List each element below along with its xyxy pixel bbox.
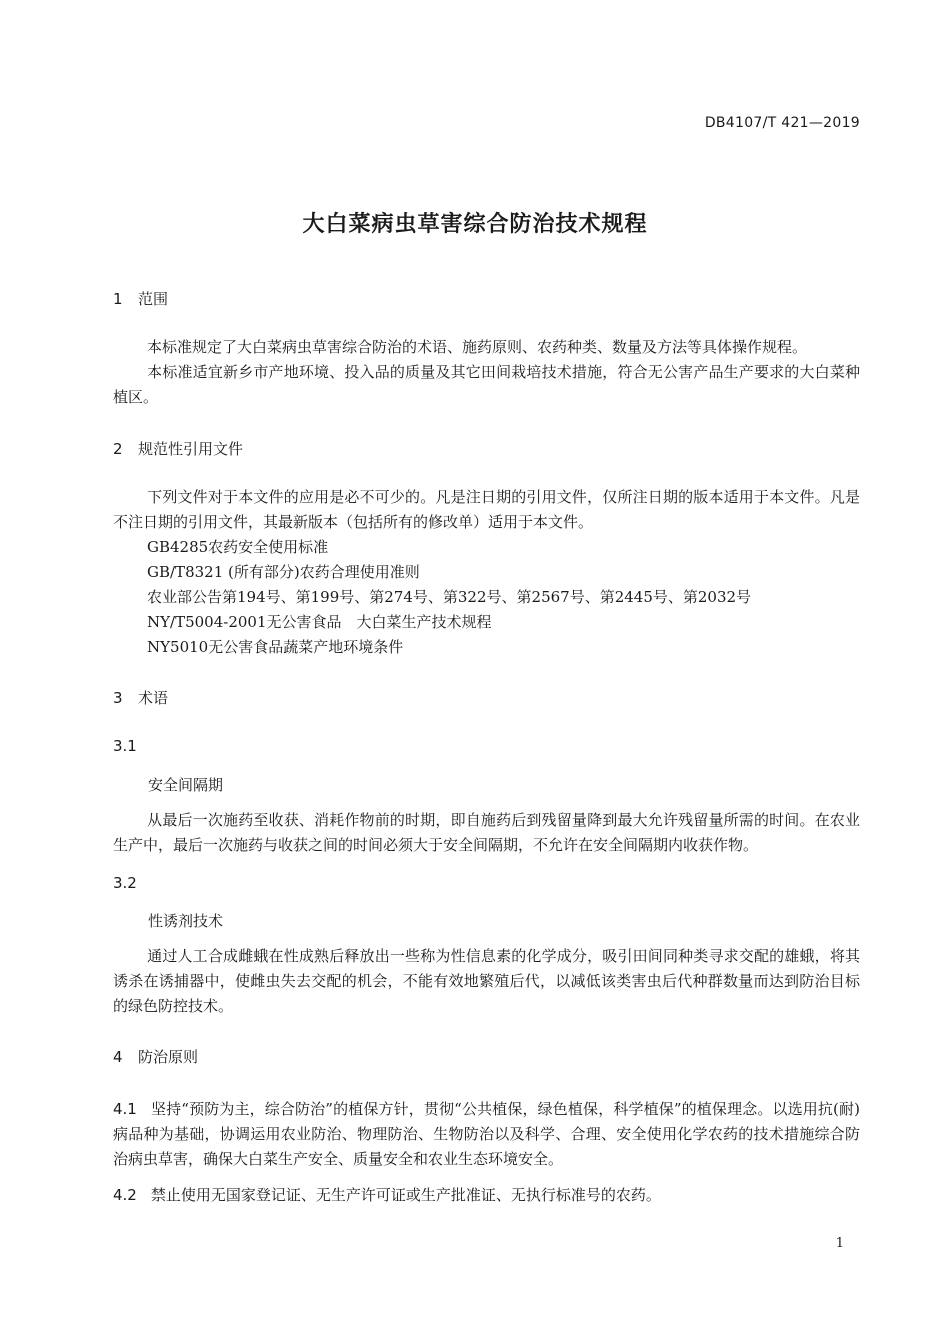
term-definition <box>113 808 860 858</box>
section-heading-scope <box>113 288 168 309</box>
document-title: 大白菜病虫草害综合防治技术规程 <box>302 212 648 237</box>
clause-4-1 <box>113 1097 860 1172</box>
section-number: 1 <box>113 290 123 308</box>
section-heading-normative-references <box>113 438 243 459</box>
reference-item: NY5010无公害食品蔬菜产地环境条件 <box>147 638 404 656</box>
term-number: 3.2 <box>113 874 137 892</box>
section-number: 2 <box>113 440 123 458</box>
reference-item: GB4285农药安全使用标准 <box>147 538 329 556</box>
section-number: 4 <box>113 1048 123 1066</box>
reference-item: GB/T8321 (所有部分)农药合理使用准则 <box>147 563 420 581</box>
section-number: 3 <box>113 689 123 707</box>
term-definition <box>113 944 860 1019</box>
paragraph-text: 本标准适宜新乡市产地环境、投入品的质量及其它田间栽培技术措施，符合无公害产品生产要求的大白菜种植区。 <box>113 363 860 406</box>
section-title: 术语 <box>138 689 169 707</box>
reference-item: 农业部公告第194号、第199号、第274号、第322号、第2567号、第2445号、第2032号 <box>147 588 752 606</box>
clause-text: 禁止使用无国家登记证、无生产许可证或生产批准证、无执行标准号的农药。 <box>150 1186 661 1204</box>
term-number: 3.1 <box>113 737 137 755</box>
document-code: DB4107/T 421—2019 <box>704 115 860 131</box>
paragraph-text: 从最后一次施药至收获、消耗作物前的时期，即自施药后到残留量降到最大允许残留量所需的时间。在农业生产中，最后一次施药与收获之间的时间必须大于安全间隔期，不允许在安全间隔期内收获作物。 <box>113 811 860 854</box>
section-title: 范围 <box>138 290 169 308</box>
section-heading-terms <box>113 687 168 708</box>
paragraph-text: 下列文件对于本文件的应用是必不可少的。凡是注日期的引用文件，仅所注日期的版本适用于本文件。凡是不注日期的引用文件，其最新版本（包括所有的修改单）适用于本文件。 <box>113 488 860 531</box>
section-title: 规范性引用文件 <box>138 440 244 458</box>
clause-number: 4.1 <box>113 1100 137 1118</box>
section-heading-principles <box>113 1046 198 1067</box>
paragraph <box>113 335 860 360</box>
section-title: 防治原则 <box>138 1048 199 1066</box>
paragraph <box>113 360 860 410</box>
reference-item: NY/T5004-2001无公害食品 大白菜生产技术规程 <box>147 613 492 631</box>
paragraph-text: 本标准规定了大白菜病虫草害综合防治的术语、施药原则、农药种类、数量及方法等具体操作规程。 <box>147 338 808 356</box>
paragraph <box>113 485 860 535</box>
clause-4-2 <box>113 1183 860 1208</box>
paragraph-text: 通过人工合成雌蛾在性成熟后释放出一些称为性信息素的化学成分，吸引田间同种类寻求交配的雄蛾，将其诱杀在诱捕器中，使雌虫失去交配的机会，不能有效地繁殖后代，以减低该类害虫后代种群数量而达到防治目标的绿色防控技术。 <box>113 947 860 1015</box>
term-name: 安全间隔期 <box>148 776 224 794</box>
clause-text: 坚持“预防为主，综合防治”的植保方针，贯彻“公共植保，绿色植保，科学植保”的植保理念。以选用抗(耐)病品种为基础，协调运用农业防治、物理防治、生物防治以及科学、合理、安全使用化学农药的技术措施综合防治病虫草害，确保大白菜生产安全、质量安全和农业生态环境安全。 <box>113 1100 860 1168</box>
clause-number: 4.2 <box>113 1186 137 1204</box>
page-number: 1 <box>835 1236 844 1251</box>
term-name: 性诱剂技术 <box>148 912 224 930</box>
